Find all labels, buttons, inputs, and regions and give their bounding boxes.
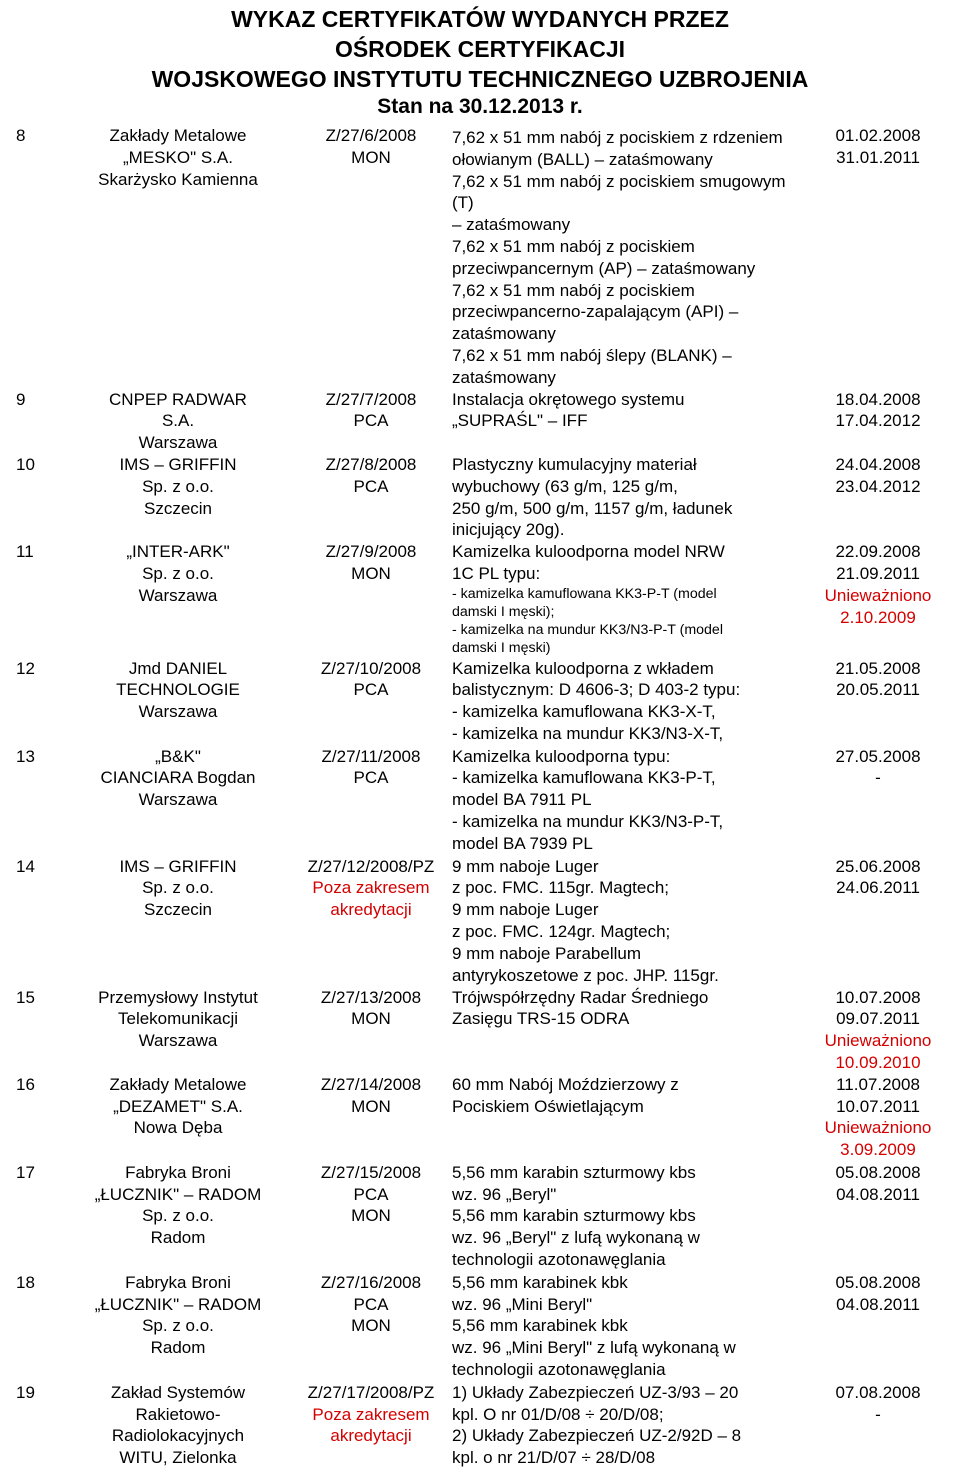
- validity-date: 21.09.2011: [836, 563, 920, 583]
- company-line: S.A.: [161, 411, 195, 431]
- product-line: antyrykoszetowe z poc. JHP. 115gr.: [452, 965, 719, 985]
- product-line: kpl. O nr 01/D/08 ÷ 20/D/08;: [452, 1404, 664, 1424]
- product-line: 2) Układy Zabezpieczeń UZ-2/92D – 8: [452, 1426, 742, 1446]
- validity-dates-cell: [804, 541, 952, 657]
- table-row: [16, 746, 952, 856]
- certificate-number-cell: [290, 658, 452, 746]
- row-number: 13: [16, 746, 35, 766]
- product-line: - kamizelka na mundur KK3/N3-P-T,: [452, 811, 724, 831]
- certificate-line: Z/27/7/2008: [325, 389, 417, 409]
- product-cell: [452, 987, 804, 1074]
- product-line: Zasięgu TRS-15 ODRA: [452, 1009, 630, 1029]
- certificate-number-cell: [290, 389, 452, 454]
- company-line: Zakład Systemów: [110, 1382, 246, 1402]
- product-variant-line: damski I męski);: [452, 603, 555, 620]
- validity-date: 10.07.2011: [836, 1096, 920, 1116]
- revocation-note: Unieważniono: [824, 585, 932, 605]
- validity-date: 17.04.2012: [835, 411, 921, 431]
- company-line: Szczecin: [143, 498, 213, 518]
- product-cell: [452, 746, 804, 856]
- product-line: kpl. o nr 21/D/07 ÷ 28/D/08: [452, 1448, 656, 1468]
- certificate-line: MON: [351, 1316, 391, 1336]
- product-line: z poc. FMC. 115gr. Magtech;: [452, 878, 669, 898]
- product-cell: [452, 1162, 804, 1272]
- product-line: przeciwpancerno-zapalającym (API) –: [452, 302, 739, 322]
- certificate-number-cell: [290, 856, 452, 987]
- product-line: 9 mm naboje Luger: [452, 900, 599, 920]
- product-line: technologii azotonawęglania: [452, 1249, 666, 1269]
- product-cell: [452, 541, 804, 657]
- company-cell: [66, 1382, 290, 1472]
- product-line: 7,62 x 51 mm nabój z pociskiem: [452, 236, 695, 256]
- product-line: 7,62 x 51 mm nabój z pociskiem z rdzeniem: [452, 128, 783, 147]
- table-row: [16, 1272, 952, 1382]
- product-variants: [452, 585, 804, 658]
- product-variant-line: - kamizelka kamuflowana KK3-P-T (model: [452, 585, 717, 602]
- company-line: Zakłady Metalowe: [109, 126, 247, 145]
- table-row: [16, 658, 952, 746]
- validity-date: 04.08.2011: [836, 1184, 920, 1204]
- product-line: model BA 7939 PL: [452, 833, 593, 853]
- certificate-line: Z/27/12/2008/PZ: [307, 856, 435, 876]
- company-line: Skarżysko Kamienna: [98, 169, 258, 189]
- validity-dates-cell: [804, 1074, 952, 1162]
- product-cell: [452, 389, 804, 454]
- company-cell: [66, 541, 290, 657]
- certificate-line: Z/27/17/2008/PZ: [307, 1382, 435, 1402]
- certificate-line: PCA: [353, 680, 389, 700]
- revocation-note: Unieważniono: [824, 1118, 932, 1138]
- product-line: 9 mm naboje Luger: [452, 856, 599, 876]
- table-row: [16, 125, 952, 389]
- certificate-number-cell: [290, 987, 452, 1074]
- product-line: 7,62 x 51 mm nabój z pociskiem: [452, 280, 695, 300]
- validity-date: -: [875, 768, 881, 788]
- company-line: Rakietowo-: [135, 1404, 221, 1424]
- table-row: [16, 856, 952, 987]
- company-line: Fabryka Broni: [125, 1272, 231, 1292]
- validity-date: 05.08.2008: [835, 1162, 921, 1182]
- product-line: 7,62 x 51 mm nabój z pociskiem smugowym (T): [452, 171, 786, 213]
- row-number: 14: [16, 856, 35, 876]
- validity-date: 20.05.2011: [836, 680, 920, 700]
- product-cell: [452, 1272, 804, 1382]
- product-line: „SUPRAŚL" – IFF: [452, 411, 588, 431]
- accreditation-note: Poza zakresem: [312, 1404, 430, 1424]
- validity-date: 09.07.2011: [836, 1009, 920, 1029]
- validity-dates-cell: [804, 1382, 952, 1472]
- certificate-line: PCA: [353, 768, 389, 788]
- product-line: Kamizelka kuloodporna model NRW: [452, 542, 725, 562]
- row-number: 8: [16, 126, 26, 145]
- product-line: wz. 96 „Beryl" z lufą wykonaną w: [452, 1228, 700, 1248]
- certificate-number-cell: [290, 454, 452, 541]
- company-cell: [66, 746, 290, 856]
- company-line: Radiolokacyjnych: [111, 1426, 245, 1446]
- product-line: inicjujący 20g).: [452, 520, 565, 540]
- certificate-line: MON: [351, 1206, 391, 1226]
- validity-date: 21.05.2008: [835, 658, 921, 678]
- accreditation-note: akredytacji: [330, 1426, 412, 1446]
- certificate-line: MON: [351, 147, 391, 167]
- certificate-line: PCA: [353, 411, 389, 431]
- validity-dates-cell: [804, 746, 952, 856]
- company-line: Warszawa: [138, 433, 218, 453]
- row-number: 19: [16, 1382, 35, 1402]
- validity-date: 24.06.2011: [836, 878, 920, 898]
- product-cell: [452, 454, 804, 541]
- revocation-note: 10.09.2010: [835, 1052, 921, 1072]
- product-line: model BA 7911 PL: [452, 790, 592, 810]
- company-line: Fabryka Broni: [125, 1162, 231, 1182]
- validity-date: 24.04.2008: [835, 454, 921, 474]
- company-line: TECHNOLOGIE: [116, 680, 240, 700]
- company-line: Zakłady Metalowe: [109, 1074, 247, 1094]
- row-number: 10: [16, 454, 35, 474]
- header-title-line-1: WYKAZ CERTYFIKATÓW WYDANYCH PRZEZ: [231, 6, 729, 32]
- company-line: Warszawa: [138, 790, 218, 810]
- product-line: - kamizelka kamuflowana KK3-X-T,: [452, 702, 716, 722]
- validity-date: 10.07.2008: [835, 987, 921, 1007]
- company-line: Sp. z o.o.: [142, 878, 214, 898]
- product-line: - kamizelka kamuflowana KK3-P-T,: [452, 768, 716, 788]
- table-row: [16, 389, 952, 454]
- product-cell: [452, 658, 804, 746]
- validity-dates-cell: [804, 1162, 952, 1272]
- row-number: 18: [16, 1272, 35, 1292]
- product-line: 5,56 mm karabin szturmowy kbs: [452, 1206, 696, 1226]
- row-number: 17: [16, 1162, 35, 1182]
- row-number: 12: [16, 658, 35, 678]
- certificate-line: Z/27/10/2008: [320, 658, 422, 678]
- certificate-number-cell: [290, 1272, 452, 1382]
- product-line: przeciwpancernym (AP) – zataśmowany: [452, 258, 756, 278]
- revocation-note: 2.10.2009: [840, 607, 916, 627]
- certificate-line: Z/27/15/2008: [320, 1162, 422, 1182]
- row-number: 9: [16, 389, 26, 409]
- header-title-line-2: OŚRODEK CERTYFIKACJI: [334, 36, 626, 62]
- certificate-number-cell: [290, 1162, 452, 1272]
- row-number: 11: [16, 542, 34, 562]
- product-line: 1) Układy Zabezpieczeń UZ-3/93 – 20: [452, 1382, 739, 1402]
- validity-date: 22.09.2008: [835, 542, 921, 562]
- product-line: wz. 96 „Beryl": [452, 1184, 557, 1204]
- certificate-line: Z/27/14/2008: [320, 1074, 422, 1094]
- table-row: [16, 454, 952, 541]
- product-line: – zataśmowany: [452, 215, 571, 235]
- product-line: zataśmowany: [452, 324, 556, 344]
- table-row: [16, 541, 952, 657]
- accreditation-note: Poza zakresem: [312, 878, 430, 898]
- product-line: 7,62 x 51 mm nabój ślepy (BLANK) –: [452, 345, 732, 365]
- company-line: Sp. z o.o.: [142, 1206, 214, 1226]
- company-line: Szczecin: [143, 900, 213, 920]
- certificates-table-body: [16, 125, 952, 1472]
- company-line: CNPEP RADWAR: [109, 389, 247, 409]
- company-line: WITU, Zielonka: [119, 1448, 237, 1468]
- product-line: z poc. FMC. 124gr. Magtech;: [452, 921, 671, 941]
- row-number: 16: [16, 1074, 35, 1094]
- company-cell: [66, 125, 290, 389]
- revocation-note: Unieważniono: [824, 1031, 932, 1051]
- company-cell: [66, 1272, 290, 1382]
- product-line: 9 mm naboje Parabellum: [452, 943, 641, 963]
- company-line: Sp. z o.o.: [142, 1316, 214, 1336]
- accreditation-note: akredytacji: [330, 900, 412, 920]
- product-line: Trójwspółrzędny Radar Średniego: [452, 987, 709, 1007]
- product-line: wz. 96 „Mini Beryl": [452, 1294, 593, 1314]
- product-line: 250 g/m, 500 g/m, 1157 g/m, ładunek: [452, 498, 733, 518]
- product-line: wz. 96 „Mini Beryl" z lufą wykonaną w: [452, 1338, 736, 1358]
- company-line: „ŁUCZNIK" – RADOM: [94, 1184, 262, 1204]
- product-line: Kamizelka kuloodporna typu:: [452, 746, 671, 766]
- certificate-line: Z/27/9/2008: [325, 542, 417, 562]
- product-cell: [452, 125, 804, 389]
- document-header: [0, 4, 960, 120]
- company-line: Warszawa: [138, 1031, 218, 1051]
- product-line: 5,56 mm karabin szturmowy kbs: [452, 1162, 696, 1182]
- product-line: balistycznym: D 4606-3; D 403-2 typu:: [452, 680, 741, 700]
- certificate-line: PCA: [353, 1294, 389, 1314]
- product-variant-line: - kamizelka na mundur KK3/N3-P-T (model: [452, 622, 723, 639]
- validity-dates-cell: [804, 658, 952, 746]
- company-line: Jmd DANIEL: [128, 658, 228, 678]
- product-line: Kamizelka kuloodporna z wkładem: [452, 658, 714, 678]
- product-line: Pociskiem Oświetlającym: [452, 1096, 644, 1116]
- product-line: 5,56 mm karabinek kbk: [452, 1316, 628, 1336]
- company-line: Radom: [150, 1228, 206, 1248]
- product-line: ołowianym (BALL) – zataśmowany: [452, 149, 713, 169]
- product-line: 5,56 mm karabinek kbk: [452, 1272, 628, 1292]
- product-line: Plastyczny kumulacyjny materiał: [452, 454, 697, 474]
- certificate-line: MON: [351, 563, 391, 583]
- validity-date: 04.08.2011: [836, 1294, 920, 1314]
- company-line: „DEZAMET" S.A.: [113, 1096, 243, 1116]
- company-cell: [66, 454, 290, 541]
- revocation-note: 3.09.2009: [840, 1140, 916, 1160]
- company-line: „INTER-ARK": [126, 542, 230, 562]
- product-line: - kamizelka na mundur KK3/N3-X-T,: [452, 723, 724, 743]
- table-row: [16, 1162, 952, 1272]
- company-line: Warszawa: [138, 585, 218, 605]
- product-cell: [452, 856, 804, 987]
- certificate-line: PCA: [353, 476, 389, 496]
- validity-dates-cell: [804, 856, 952, 987]
- row-number: 15: [16, 987, 35, 1007]
- validity-date: 07.08.2008: [835, 1382, 921, 1402]
- certificate-number-cell: [290, 1382, 452, 1472]
- table-row: [16, 987, 952, 1074]
- validity-date: 11.07.2008: [836, 1074, 920, 1094]
- validity-date: 18.04.2008: [835, 389, 921, 409]
- product-line: zataśmowany: [452, 367, 556, 387]
- company-line: „MESKO" S.A.: [123, 147, 233, 167]
- product-cell: [452, 1074, 804, 1162]
- company-line: Telekomunikacji: [118, 1009, 238, 1029]
- certificate-line: PCA: [353, 1184, 389, 1204]
- certificate-line: Z/27/6/2008: [325, 126, 417, 145]
- certificate-line: MON: [351, 1096, 391, 1116]
- certificates-table: [16, 125, 952, 1472]
- validity-dates-cell: [804, 454, 952, 541]
- company-cell: [66, 1074, 290, 1162]
- certificate-number-cell: [290, 746, 452, 856]
- header-status-date: Stan na 30.12.2013 r.: [377, 95, 583, 118]
- certificate-line: Z/27/13/2008: [320, 987, 422, 1007]
- validity-dates-cell: [804, 125, 952, 389]
- company-cell: [66, 987, 290, 1074]
- validity-date: 23.04.2012: [835, 476, 921, 496]
- company-cell: [66, 389, 290, 454]
- company-line: Radom: [150, 1338, 206, 1358]
- certificate-line: Z/27/11/2008: [321, 746, 421, 766]
- company-line: Sp. z o.o.: [142, 476, 214, 496]
- validity-date: 01.02.2008: [835, 126, 921, 145]
- validity-dates-cell: [804, 389, 952, 454]
- certificate-line: MON: [351, 1009, 391, 1029]
- company-line: CIANCIARA Bogdan: [100, 768, 256, 788]
- product-line: 60 mm Nabój Moździerzowy z: [452, 1074, 679, 1094]
- certificate-number-cell: [290, 541, 452, 657]
- validity-date: 05.08.2008: [835, 1272, 921, 1292]
- product-line: wybuchowy (63 g/m, 125 g/m,: [452, 476, 678, 496]
- company-line: „ŁUCZNIK" – RADOM: [94, 1294, 262, 1314]
- table-row: [16, 1382, 952, 1472]
- company-cell: [66, 1162, 290, 1272]
- company-cell: [66, 856, 290, 987]
- table-row: [16, 1074, 952, 1162]
- header-title-line-3: WOJSKOWEGO INSTYTUTU TECHNICZNEGO UZBROJENIA: [151, 66, 809, 92]
- validity-date: 25.06.2008: [835, 856, 921, 876]
- product-variant-line: damski I męski): [452, 640, 551, 657]
- product-line: Instalacja okrętowego systemu: [452, 389, 685, 409]
- company-line: Przemysłowy Instytut: [98, 987, 258, 1007]
- validity-date: 27.05.2008: [835, 746, 921, 766]
- validity-dates-cell: [804, 1272, 952, 1382]
- product-cell: [452, 1382, 804, 1472]
- product-line: technologii azotonawęglania: [452, 1359, 666, 1379]
- certificate-line: Z/27/8/2008: [325, 454, 417, 474]
- company-line: Sp. z o.o.: [142, 563, 214, 583]
- certificate-number-cell: [290, 125, 452, 389]
- company-line: Nowa Dęba: [133, 1118, 223, 1138]
- certificate-number-cell: [290, 1074, 452, 1162]
- company-line: IMS – GRIFFIN: [119, 454, 237, 474]
- company-line: Warszawa: [138, 702, 218, 722]
- validity-date: -: [875, 1404, 881, 1424]
- company-line: „B&K": [155, 746, 201, 766]
- product-line: 1C PL typu:: [452, 563, 541, 583]
- company-line: IMS – GRIFFIN: [119, 856, 237, 876]
- validity-date: 31.01.2011: [836, 147, 920, 167]
- validity-dates-cell: [804, 987, 952, 1074]
- company-cell: [66, 658, 290, 746]
- certificate-line: Z/27/16/2008: [320, 1272, 422, 1292]
